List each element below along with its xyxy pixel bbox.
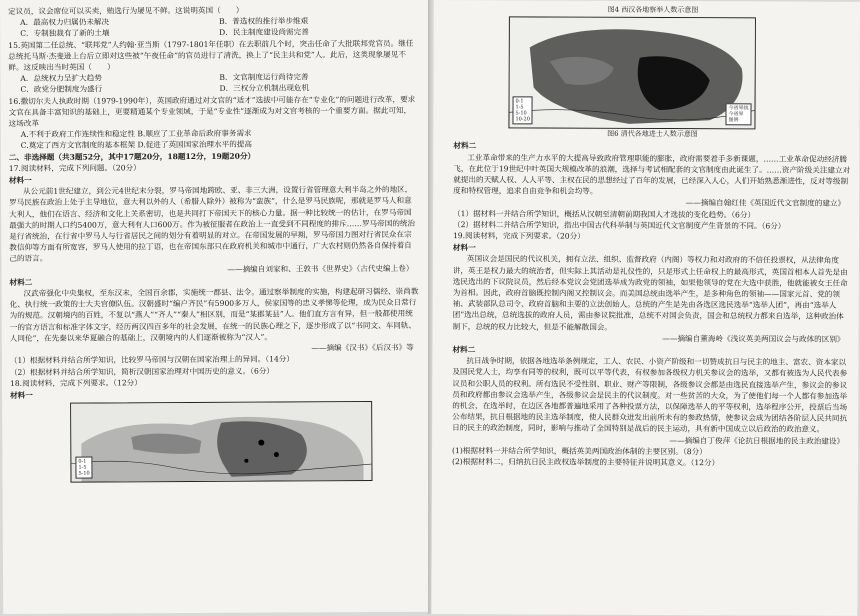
legend-item: 今省界线 <box>728 105 749 112</box>
q17-material1-label: 材料一 <box>8 175 32 186</box>
q14-option-c: C．专制独裁有了新的土壤 <box>20 28 110 39</box>
legend-item: 0-1 <box>78 458 87 465</box>
q14-tail: 定议员，议会席位可以买卖，贿选行为屡见不鲜。这说明英国（ ） <box>8 5 244 16</box>
q18-subquestion-1: （1）据材料一并结合所学知识，概括从汉朝至清朝前期我国人才选拔的变化趋势。（6分） <box>453 208 756 220</box>
qing-map-boundary-legend <box>725 103 751 125</box>
q19-material2-text: 抗日战争时期，依据各地选举条例规定，工人、农民、小资产阶级和一切赞成抗日与民主的地主、富农、资本家以及国民党人士，均享有同等的权利，既可以平等代表，有权参加各级权力机关参议会的选举，又都有被选为人民代表参议员和公职人员的权利。所有选民不受性别、职业、财产等限制，各级参议会都是由选民直接选举产生，参议会的参议员和政府都由参议会选举产生，各级参议会是民主的代议制度。对一些贫苦的大众，为了使他们每一个人都有参加选举的机会，在选举时，在边区各地都普遍地采用了各种投票方法，以保障选举人的平等权利，选举程序公开，投票后当场公布结果，抗日根据地的民主选举制度，使人民群众迸发出前所未有的参政热情，使参议会成为团结各阶层人民共同抗日的民主的政治制度，同时，影响与推动了全国特别是战后的民主运动，具有新中国成立以后政治的政治意义。 <box>452 356 848 435</box>
han-map-graphic <box>71 402 371 482</box>
q19-subquestion-2: (2)根据材料二，归纳抗日民主政权选举制度的主要特征并说明其意义。（12分） <box>451 457 720 468</box>
qing-dynasty-map <box>508 17 755 130</box>
part2-heading: 二、非选择题（共3题52分，其中17题20分，18题12分，19题20分） <box>8 151 256 162</box>
q14-option-a: A．最高权力归属仍未解决 <box>20 17 110 28</box>
q19-material1-text: 英国议会是国民的代议机关，拥有立法、组织、监督政府（内阁）等权力和对政府的不信任投票权，从法律角度讲，英王是权力最大的统治者，但实际上其活动是礼仪性的，只是形式上任命权上的最高形式，英国首相本人首先是由选民选出的下议院议员，然后经本党议会党团选举成为政党的领袖，如果他领导的党在大选中获胜，他就能被女王任命为首相。因此，政府首脑既控制内阁又控制议会。而美国总统由选举产生，是多种角色的领袖——国家元首、党的领袖、武装部队总司令、政府首脑和主要的立法创始人。总统的产生是先由各选区选民选举“选举人团”，再由“选举人团”选出总统，总统选拔的政府人员，需由参议院批准，总统不对国会负责，国会和总统权力都来自选举，这种政治体制下，总统的权力比较大，但是不能解散国会。 <box>452 254 848 332</box>
legend-item: 5-10 <box>515 110 527 117</box>
qing-map-graphic <box>509 18 754 129</box>
q15-option-b: B．文官制度运行尚待完善 <box>219 72 309 83</box>
legend-item: 1-5 <box>78 464 87 471</box>
q15-option-a: A．总统权力呈扩大趋势 <box>20 73 102 84</box>
q17-material1-source: ——摘编自刘家和、王敦书《世界史》（古代史编上卷） <box>227 263 414 274</box>
q16-option-ab: A.不利于政府工作连续性和稳定性 B.顺应了工业革命后政府事务需求 <box>20 128 252 140</box>
left-page <box>0 0 431 614</box>
q15-stem: 15.英国第二任总统、“联邦党”人约翰·亚当斯（1797-1801年任职）在去职前几个时，突击任命了大批联邦党官员。继任总统托马斯·杰斐逊上台后立即对这些被“午夜任命”的官员进行了清洗，换上了“民主共和党”人。此后，这类现象屡见不鲜。这反映出当时英国（ ） <box>8 38 414 72</box>
q19-material2-source: ——摘编自丁俊萍《论抗日根据地的民主政治建设》 <box>669 435 845 446</box>
q15-option-d: D．三权分立机制出现危机 <box>219 83 310 94</box>
legend-item: 0-1 <box>515 98 524 105</box>
q17-material2-source: ——摘编《汉书》《后汉书》等 <box>311 342 414 353</box>
q17-subquestion-2: （2）根据材料并结合所学知识，简析汉朝国家治理对中国历史的意义。（6分） <box>9 366 275 377</box>
q18-material2-source: ——摘编自翰红佳《英国近代文官制度的建立》 <box>685 198 846 209</box>
q18-material2-label: 材料二 <box>453 141 477 151</box>
q19-material1-label: 材料一 <box>452 243 476 253</box>
legend-item: 今省界 <box>728 111 744 118</box>
q18-subquestion-2: （2）据材料二并结合所学知识，指出中国古代科举制与英国近代文官制度产生背景的不同。（6分） <box>453 219 786 231</box>
figure4-caption: 图4 西汉各地察举人数示意图 <box>607 5 699 15</box>
qing-map-legend <box>512 97 533 125</box>
q16-option-cd: C.奠定了西方文官制度的基本框架 D.促进了英国国家治理水平的提高 <box>20 140 253 151</box>
han-dynasty-map <box>70 401 372 483</box>
legend-item: 5-10 <box>78 470 90 477</box>
right-page <box>431 0 860 616</box>
q19-material1-source: ——摘编自董海岭《浅议英美两国议会与政体的区别》 <box>662 333 845 344</box>
q17-material2-text: 汉武帝强化中央集权，至东汉末，全国百余郡，实施统一郡县、法令。通过察举制度的实施，构建起研习儒经、崇尚教化、执行统一政策的士大夫官僚队伍。汉朝盛时“编户齐民”有5900多万人，侯家国等的忠义孝悌等伦理，成为民众日常行为的规范。汉朝境内的百姓，不复以“燕人”“齐人”“秦人”相区别，而是“某郡某县”人。他们直方言有异，但一般都使用统一的官方语言和标准字体文字，经历两汉四百多年的社会发展，在统一的民族心理之下，逐步形成了以“书同文、车同轨、人同伦”，在先秦以来华夏融合的基础上，汉朝境内的人们逐渐被称为“汉人”。 <box>9 286 419 343</box>
q15-option-c: C．政党分肥制度为盛行 <box>20 84 103 95</box>
q18-heading: 18.阅读材料，完成下列要求。（12分） <box>9 377 142 388</box>
q18-material1-label: 材料一 <box>10 390 33 400</box>
legend-item: 图例 <box>728 117 739 124</box>
q19-heading: 19.阅读材料，完成下列要求。（20分） <box>452 231 585 241</box>
figure6-caption: 图6 清代各地进士人数示意图 <box>607 129 698 139</box>
q19-subquestion-1: (1)根据材料一并结合所学知识，概括英美两国政治体制的主要区别。（8分） <box>452 445 707 457</box>
q17-subquestion-1: （1）根据材料并结合所学知识，比较罗马帝国与汉朝在国家治理上的异同。（14分） <box>9 354 294 366</box>
q19-material2-label: 材料二 <box>452 345 476 355</box>
q18-material2-text: 工业革命带来的生产力水平的大提高导致政府管理职能的膨胀，政府需要着手多新课题，……工业革命促动经济腾飞，在此位于19世纪中叶英国大规模改革的浪潮，选择与考试相配套的文官制度由此诞生了。……资产阶级关注建立对就提出的天赋人权、人人平等、主权在民的思想经过了百年的发展，已经深入人心，人们开始熟悉渐进性，反对等级制度和特权管理，追求自由竞争和机会均等。 <box>453 152 851 196</box>
q17-material2-label: 材料二 <box>9 277 33 287</box>
q17-material1-text: 从公元前1世纪建立，到公元4世纪末分裂，罗马帝国地跨欧、亚、非三大洲，设置行省管理意大利半岛之外的地区，罗马民族在政治上处于主导地位，意大利以外的人（希腊人除外）被称为“蛮族”，什么是罗马民族呢，那就是罗马人和意大利人，他们在语言、经济和文化上关系密切，也是共同打下帝国天下的核心力量。据一种比较统一的估计，在罗马帝国最强大的时期人口约5400万，意大利有人口600万。作为被征服者在政治上一直受到不同程度的排斥……罗马帝国的统治是行省统治，在行省中罗马人与行省居民之间的划分有着明显的对立。在帝国发展的早期，罗马帝国力图对行省民众在宗教信仰等方面有所宽容，罗马人使用的拉丁语，也在帝国东部只在政府机关和城市中通行，广大农村则仍然各自保持着自己的语言。 <box>9 185 416 264</box>
legend-item: 10-20 <box>515 116 530 123</box>
q14-option-d: D．民主制度建设尚需完善 <box>219 27 309 38</box>
q17-heading: 17.阅读材料，完成下列问题。（20分） <box>8 163 141 173</box>
q14-option-b: B．普选权的推行举步维艰 <box>219 16 309 27</box>
legend-item: 1-5 <box>515 104 524 111</box>
q16-stem: 16.撒切尔夫人执政时期（1979-1990年），英国政府通过对文官的“适才”选拔中可能存在“专业化”的问题进行改革，要求文官在具备丰富知识的基础上，更要精通某个专业领域，于是“专业性”逐渐成为对文官考核的一个重要方面。据此可知，这场改革 <box>8 94 416 128</box>
han-map-legend <box>75 457 92 479</box>
